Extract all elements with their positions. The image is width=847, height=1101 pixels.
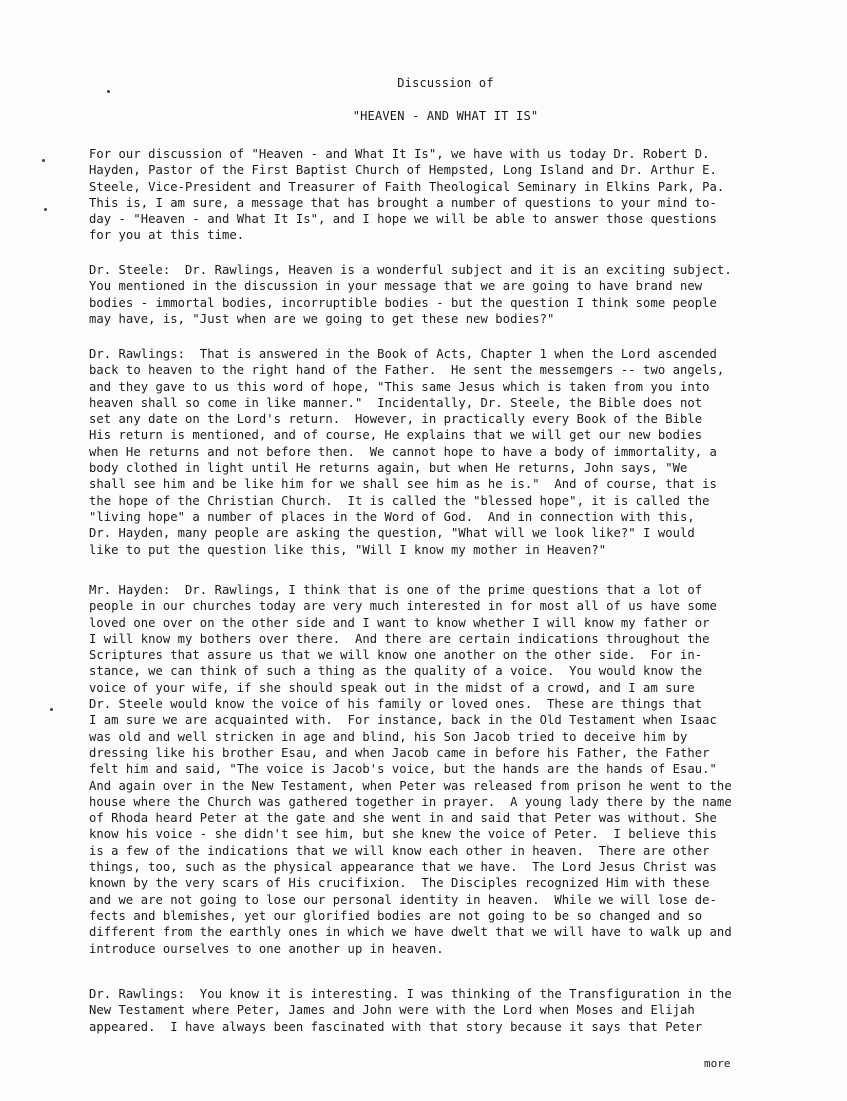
- text-line: Dr. Rawlings: That is answered in the Book of Acts, Chapter 1 when the Lord ascended: [89, 347, 717, 361]
- text-line: fects and blemishes, yet our glorified bodies are not going to be so changed and so: [89, 908, 703, 923]
- rawlings-paragraph-1: [89, 346, 829, 558]
- text-line: may have, is, "Just when are we going to get these new bodies?": [89, 311, 555, 326]
- scan-speck: [107, 90, 110, 93]
- text-line: introduce ourselves to one another up in heaven.: [89, 941, 444, 956]
- text-line: different from the earthly ones in which we have dwelt that we will have to walk up and: [89, 925, 732, 940]
- text-line: You mentioned in the discussion in your message that we are going to have brand new: [89, 279, 703, 294]
- intro-paragraph: [89, 146, 829, 244]
- scan-speck: [50, 708, 53, 711]
- text-line: Mr. Hayden: Dr. Rawlings, I think that is one of the prime questions that a lot of: [89, 583, 703, 597]
- text-line: and we are not going to lose our personal identity in heaven. While we will lose de-: [89, 892, 717, 907]
- steele-paragraph: [89, 262, 829, 327]
- text-line: Scriptures that assure us that we will know one another on the other side. For in-: [89, 648, 703, 663]
- text-line: know his voice - she didn't see him, but she knew the voice of Peter. I believe this: [89, 827, 717, 842]
- text-line: like to put the question like this, "Will I know my mother in Heaven?": [89, 542, 607, 557]
- text-line: of Rhoda heard Peter at the gate and she went in and said that Peter was without. She: [89, 811, 717, 826]
- scan-speck: [42, 159, 45, 162]
- document-title: Discussion of: [397, 76, 494, 90]
- text-line: Hayden, Pastor of the First Baptist Church of Hempsted, Long Island and Dr. Arthur E.: [89, 163, 717, 178]
- hayden-paragraph: [89, 582, 829, 957]
- text-line: "living hope" a number of places in the Word of God. And in connection with this,: [89, 509, 695, 524]
- text-line: known by the very scars of His crucifixion. The Disciples recognized Him with these: [89, 876, 710, 891]
- text-line: loved one over on the other side and I want to know whether I will know my father or: [89, 615, 710, 630]
- text-line: was old and well stricken in age and blind, his Son Jacob tried to deceive him by: [89, 729, 688, 744]
- text-line: His return is mentioned, and of course, He explains that we will get our new bodies: [89, 428, 703, 443]
- text-line: Dr. Hayden, many people are asking the question, "What will we look like?" I would: [89, 526, 695, 541]
- text-line: Steele, Vice-President and Treasurer of Faith Theological Seminary in Elkins Park, Pa.: [89, 179, 725, 194]
- text-line: is a few of the indications that we will know each other in heaven. There are other: [89, 843, 710, 858]
- text-line: dressing like his brother Esau, and when Jacob came in before his Father, the Father: [89, 745, 710, 760]
- text-line: New Testament where Peter, James and John were with the Lord when Moses and Elijah: [89, 1003, 695, 1018]
- rawlings-paragraph-2: [89, 986, 829, 1035]
- text-line: when He returns and not before then. We cannot hope to have a body of immortality, a: [89, 444, 717, 459]
- text-line: voice of your wife, if she should speak out in the midst of a crowd, and I am sure: [89, 680, 695, 695]
- text-line: shall see him and be like him for we shall see him as he is." And of course, that is: [89, 477, 717, 492]
- text-line: things, too, such as the physical appearance that we have. The Lord Jesus Christ was: [89, 860, 717, 875]
- text-line: I will know my bothers over there. And there are certain indications throughout the: [89, 631, 710, 646]
- text-line: Dr. Steele would know the voice of his family or loved ones. These are things that: [89, 697, 703, 712]
- text-line: Dr. Steele: Dr. Rawlings, Heaven is a wonderful subject and it is an exciting subject.: [89, 263, 732, 277]
- text-line: body clothed in light until He returns again, but when He returns, John says, "We: [89, 461, 688, 476]
- text-line: for you at this time.: [89, 228, 245, 243]
- text-line: appeared. I have always been fascinated with that story because it says that Peter: [89, 1019, 703, 1034]
- text-line: bodies - immortal bodies, incorruptible bodies - but the question I think some people: [89, 295, 717, 310]
- text-line: house where the Church was gathered together in prayer. A young lady there by the name: [89, 794, 732, 809]
- document-subtitle: "HEAVEN - AND WHAT IT IS": [352, 109, 539, 123]
- text-line: set any date on the Lord's return. However, in practically every Book of the Bible: [89, 412, 703, 427]
- text-line: stance, we can think of such a thing as the quality of a voice. You would know the: [89, 664, 703, 679]
- text-line: and they gave to us this word of hope, "This same Jesus which is taken from you into: [89, 379, 710, 394]
- text-line: I am sure we are acquainted with. For instance, back in the Old Testament when Isaac: [89, 713, 717, 728]
- text-line: the hope of the Christian Church. It is called the "blessed hope", it is called the: [89, 493, 710, 508]
- text-line: felt him and said, "The voice is Jacob's voice, but the hands are the hands of Esau.": [89, 762, 717, 777]
- scan-speck: [44, 208, 47, 211]
- text-line: This is, I am sure, a message that has brought a number of questions to your mind to-: [89, 195, 717, 210]
- text-line: people in our churches today are very much interested in for most all of us have some: [89, 599, 717, 614]
- text-line: back to heaven to the right hand of the Father. He sent the messemgers -- two angels,: [89, 363, 725, 378]
- text-line: And again over in the New Testament, when Peter was released from prison he went to the: [89, 778, 732, 793]
- text-line: heaven shall so come in like manner." Incidentally, Dr. Steele, the Bible does not: [89, 395, 703, 410]
- text-line: day - "Heaven - and What It Is", and I hope we will be able to answer those questions: [89, 212, 717, 227]
- text-line: For our discussion of "Heaven - and What It Is", we have with us today Dr. Robert D.: [89, 147, 710, 161]
- text-line: Dr. Rawlings: You know it is interesting. I was thinking of the Transfiguration in the: [89, 987, 732, 1001]
- continuation-note: more: [704, 1057, 731, 1070]
